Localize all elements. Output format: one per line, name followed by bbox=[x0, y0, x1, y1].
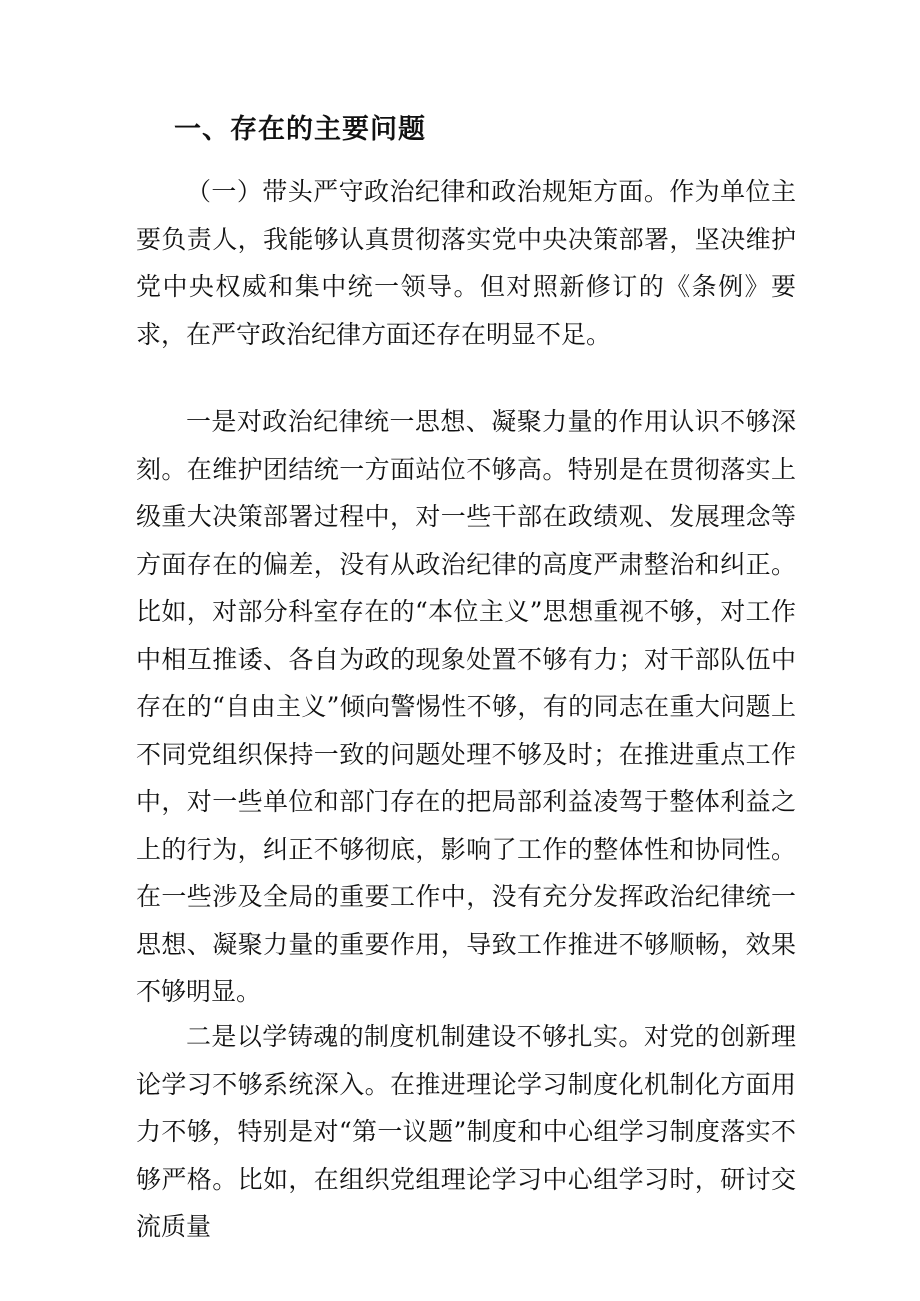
paragraph-2: 一是对政治纪律统一思想、凝聚力量的作用认识不够深刻。在维护团结统一方面站位不够高。特别是在贯彻落实上级重大决策部署过程中，对一些干部在政绩观、发展理念等方面存在的偏差，没有从政治纪律的高度严肃整治和纠正。比如，对部分科室存在的“本位主义”思想重视不够，对工作中相互推诿、各自为政的现象处置不够有力；对干部队伍中存在的“自由主义”倾向警惕性不够，有的同志在重大问题上不同党组织保持一致的问题处理不够及时；在推进重点工作中，对一些单位和部门存在的把局部利益凌驾于整体利益之上的行为，纠正不够彻底，影响了工作的整体性和协同性。在一些涉及全局的重要工作中，没有充分发挥政治纪律统一思想、凝聚力量的重要作用，导致工作推进不够顺畅，效果不够明显。 bbox=[136, 407, 796, 1006]
section-heading: 一、存在的主要问题 bbox=[174, 114, 426, 145]
paragraph-3: 二是以学铸魂的制度机制建设不够扎实。对党的创新理论学习不够系统深入。在推进理论学习制度化机制化方面用力不够，特别是对“第一议题”制度和中心组学习制度落实不够严格。比如，在组织党组理论学习中心组学习时，研讨交流质量 bbox=[136, 1022, 796, 1241]
paragraph-1: （一）带头严守政治纪律和政治规矩方面。作为单位主要负责人，我能够认真贯彻落实党中央决策部署，坚决维护党中央权威和集中统一领导。但对照新修订的《条例》要求，在严守政治纪律方面还存在明显不足。 bbox=[136, 177, 796, 349]
